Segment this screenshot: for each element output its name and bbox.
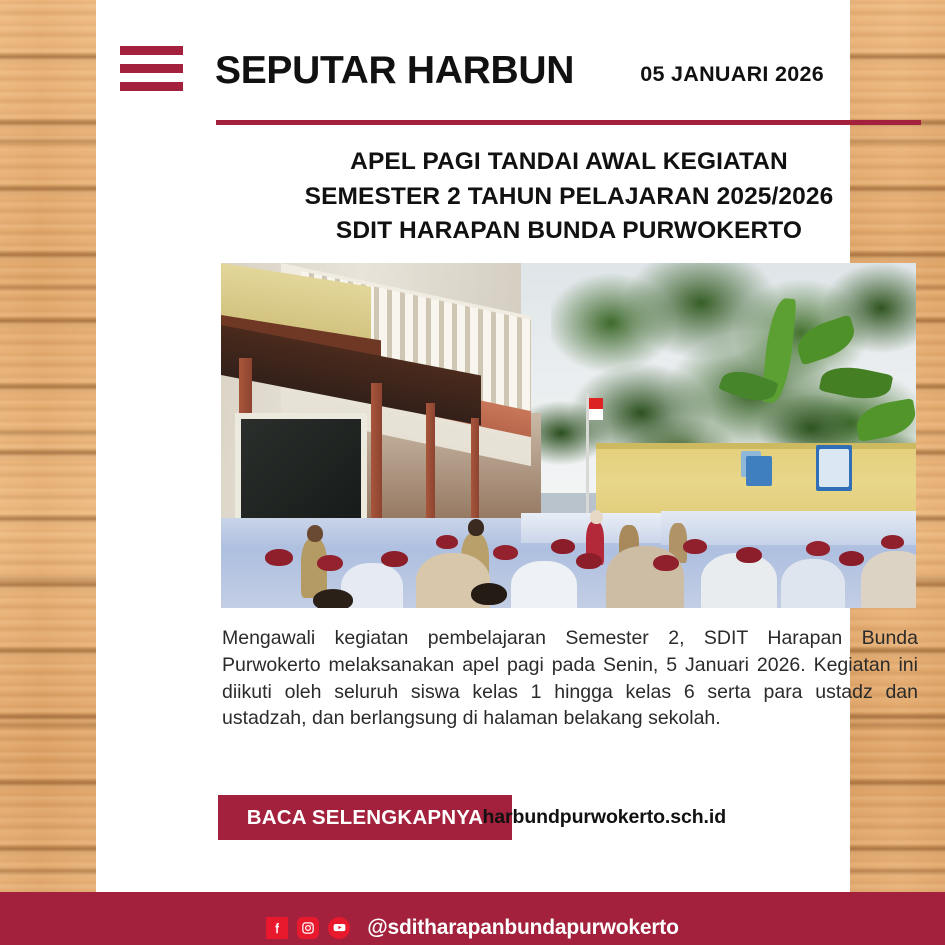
photo-student-head <box>313 589 353 608</box>
headline-line-1: APEL PAGI TANDAI AWAL KEGIATAN <box>350 148 788 175</box>
site-url[interactable]: harbundpurwokerto.sch.id <box>482 806 726 828</box>
headline <box>216 145 922 249</box>
photo-red-cap <box>683 539 707 554</box>
hamburger-bar-3 <box>120 82 183 91</box>
photo-flag <box>589 398 603 420</box>
brand-title: SEPUTAR HARBUN <box>215 49 575 92</box>
header-divider <box>216 120 921 125</box>
photo-wall-cap <box>596 443 916 449</box>
instagram-icon[interactable] <box>297 917 319 939</box>
headline-line-3: SDIT HARAPAN BUNDA PURWOKERTO <box>335 217 803 244</box>
photo-student-head <box>471 583 507 605</box>
photo-red-cap <box>839 551 864 566</box>
photo-post <box>371 383 382 533</box>
photo-red-cap <box>493 545 518 560</box>
youtube-icon[interactable] <box>328 917 350 939</box>
footer-bar <box>0 892 945 945</box>
photo-wall-poster <box>746 456 772 486</box>
photo-teacher-head <box>307 525 323 542</box>
photo-student <box>861 551 916 608</box>
hamburger-bar-1 <box>120 46 183 55</box>
article-photo <box>221 263 916 608</box>
social-handle: @sditharapanbundapurwokerto <box>367 915 679 939</box>
photo-red-cap <box>576 553 602 569</box>
photo-window <box>235 413 367 535</box>
photo-red-cap <box>381 551 408 567</box>
photo-red-cap <box>551 539 575 554</box>
photo-person-head <box>590 510 603 524</box>
article-body: Mengawali kegiatan pembelajaran Semester 2, SDIT Harapan Bunda Purwokerto melaksanakan apel pagi pada Senin, 5 Januari 2026. Kegiatan ini diikuti oleh seluruh siswa kelas 1 hingga kelas 6 serta para ustadz dan ustadzah, dan berlangsung di halaman belakang sekolah. <box>222 627 918 730</box>
read-more-button[interactable]: BACA SELENGKAPNYA <box>218 795 512 840</box>
photo-student <box>781 559 845 608</box>
photo-red-cap <box>736 547 762 563</box>
photo-red-cap <box>881 535 904 549</box>
facebook-icon[interactable] <box>266 917 288 939</box>
photo-student <box>701 553 777 608</box>
photo-post <box>471 418 479 533</box>
photo-red-cap <box>653 555 679 571</box>
photo-wall-poster <box>819 449 849 487</box>
hamburger-bar-2 <box>120 64 183 73</box>
photo-red-cap <box>436 535 458 549</box>
hamburger-icon[interactable] <box>120 46 183 91</box>
header-date: 05 JANUARI 2026 <box>640 62 824 86</box>
photo-post <box>426 403 435 533</box>
poster-card <box>96 0 918 892</box>
photo-teacher-head <box>468 519 484 536</box>
photo-red-cap <box>265 549 293 566</box>
photo-student <box>511 561 577 608</box>
headline-line-2: SEMESTER 2 TAHUN PELAJARAN 2025/2026 <box>304 182 834 210</box>
poster-header <box>120 36 826 106</box>
photo-red-cap <box>317 555 343 571</box>
photo-red-cap <box>806 541 830 556</box>
